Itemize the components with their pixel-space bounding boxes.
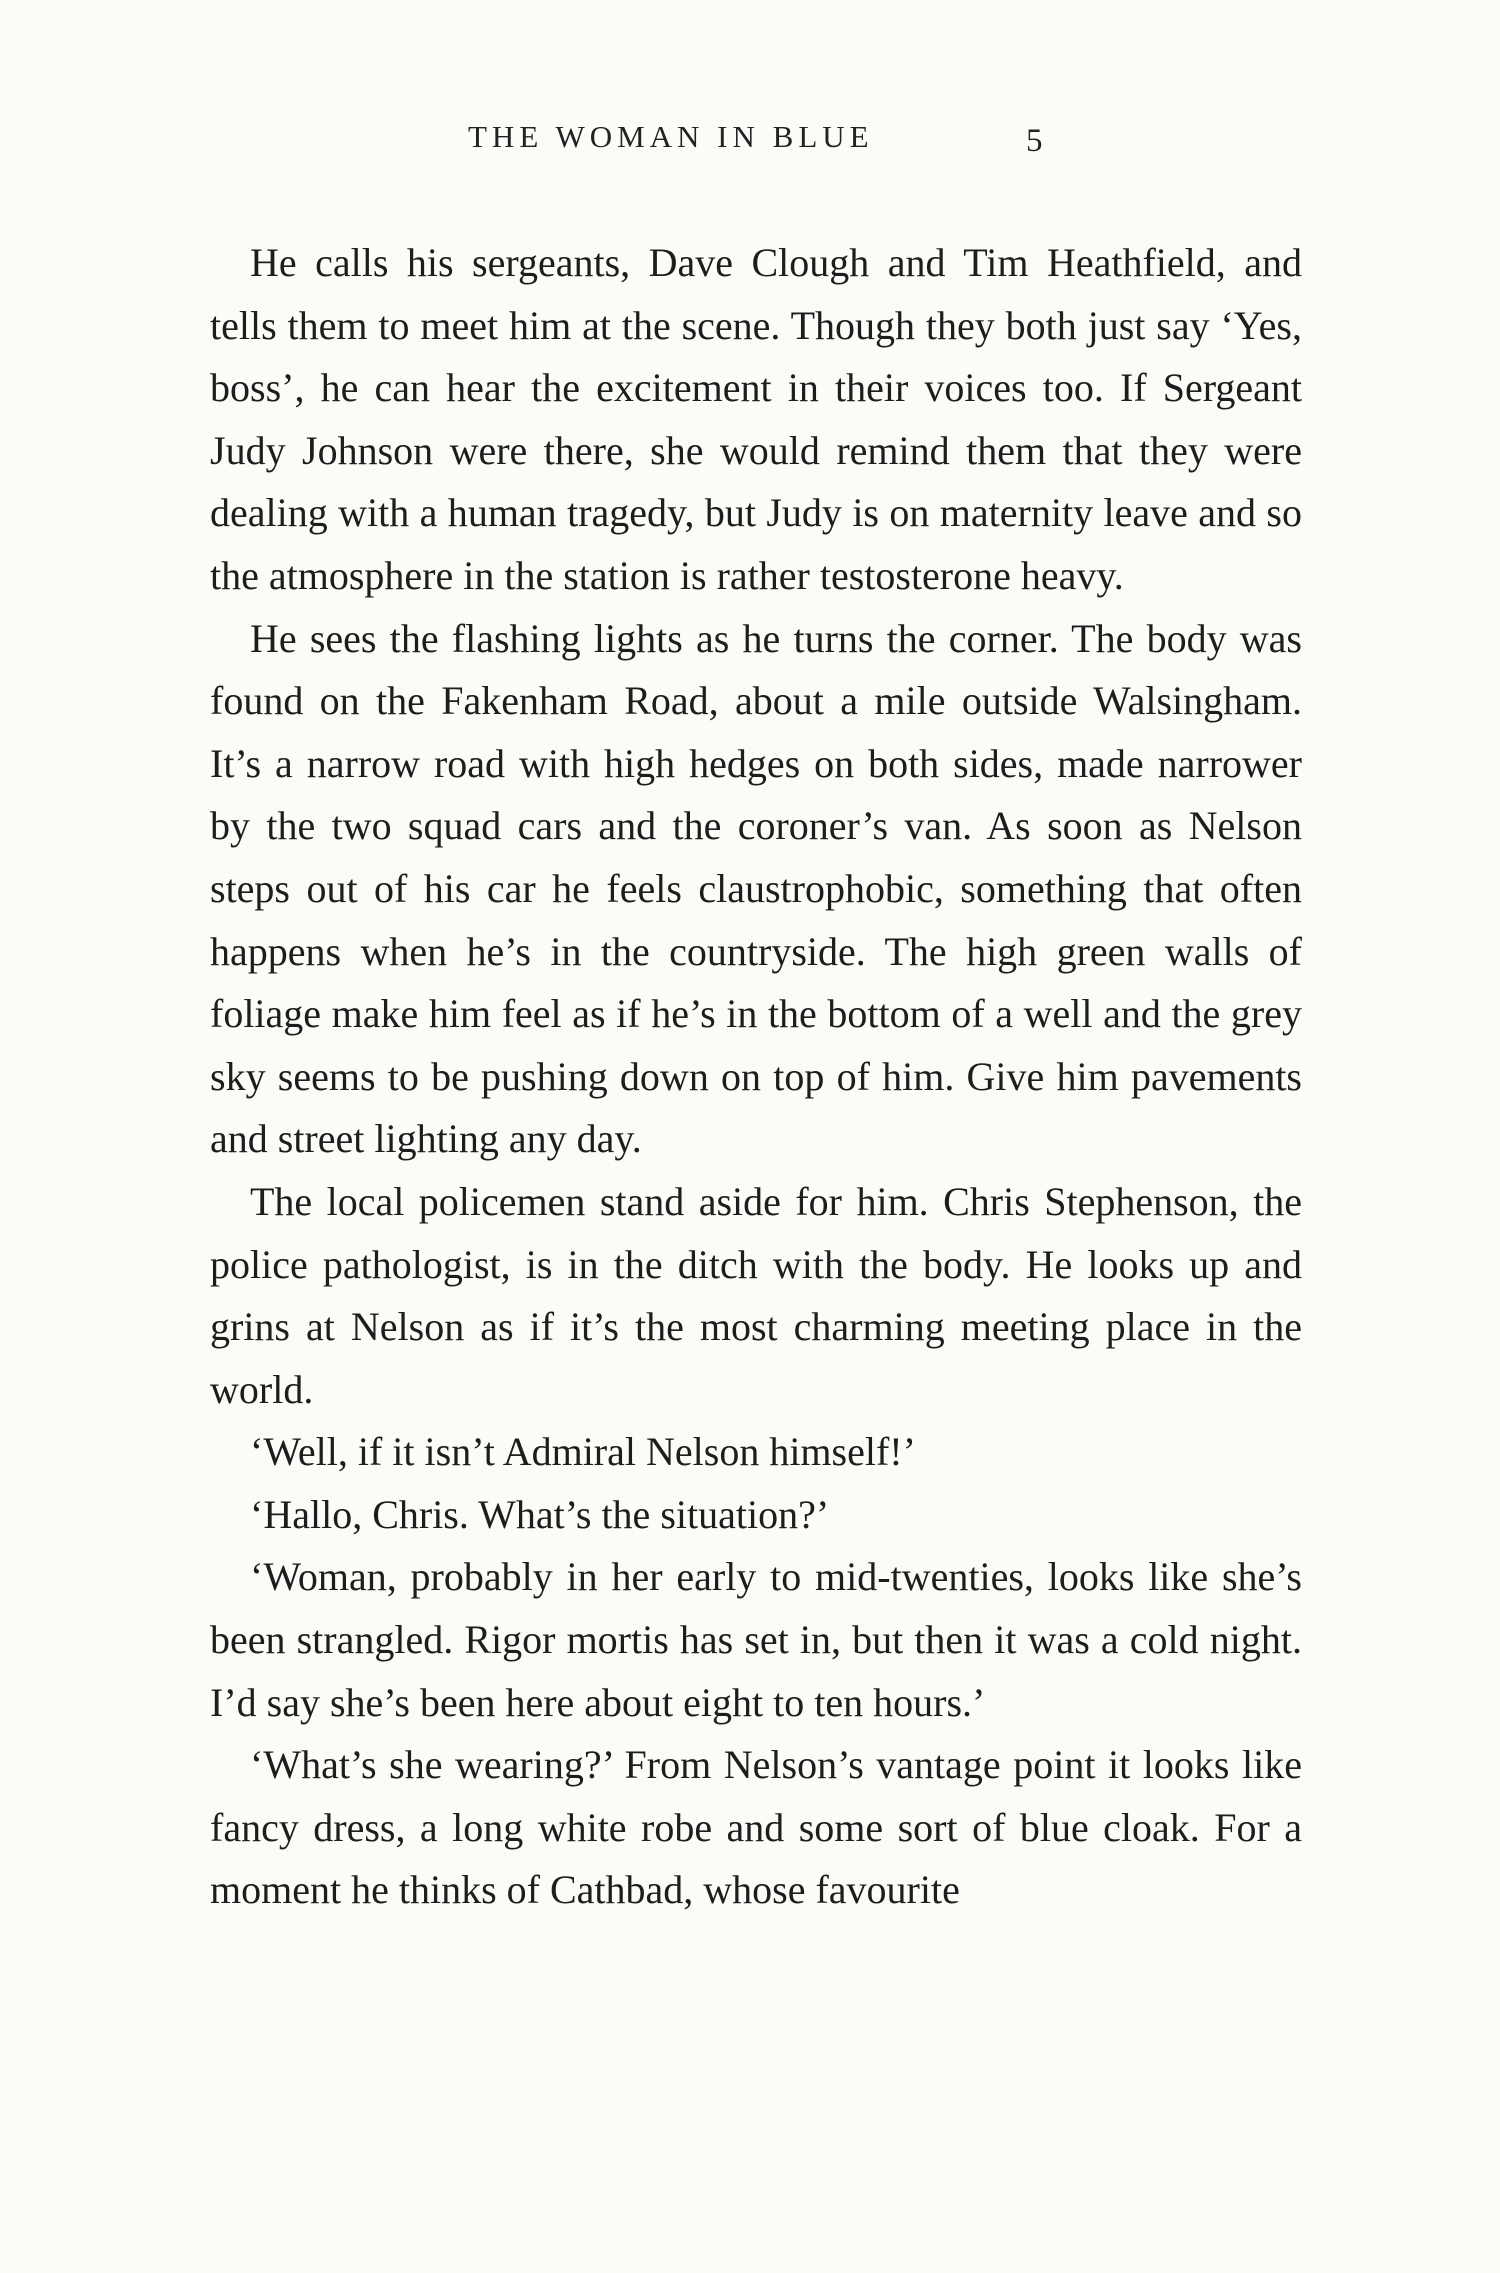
paragraph-sergeants: He calls his sergeants, Dave Clough and Tim Heathfield, and tells them to meet him at the scene. Though they both just say ‘Yes, boss’, he can hear the excitement in their voices too. If Sergeant Judy Johnson were there, she would remind them that they were dealing with a human tragedy, but Judy is on maternity leave and so the atmosphere in the station is rather testosterone heavy.	[210, 240, 1302, 598]
paragraph-hallo-chris: ‘Hallo, Chris. What’s the situation?’	[250, 1491, 830, 1537]
paragraph-woman-strangled: ‘Woman, probably in her early to mid-twenties, looks like she’s been strangled. Rigor mortis has set in, but then it was a cold night. I’d say she’s been here about eight to ten hours.’	[210, 1554, 1302, 1725]
running-head	[0, 112, 1500, 162]
paragraph-what-wearing: ‘What’s she wearing?’ From Nelson’s vantage point it looks like fancy dress, a long white robe and some sort of blue cloak. For a moment he thinks of Cathbad, whose favourite	[210, 1742, 1302, 1913]
running-title: THE WOMAN IN BLUE	[468, 119, 874, 154]
paragraph-admiral-nelson: ‘Well, if it isn’t Admiral Nelson himself!’	[250, 1429, 916, 1475]
body-text	[210, 232, 1302, 1922]
page-number: 5	[1026, 123, 1043, 159]
paragraph-policemen: The local policemen stand aside for him. Chris Stephenson, the police pathologist, is in the ditch with the body. He looks up and grins at Nelson as if it’s the most charming meeting place in the world.	[210, 1178, 1302, 1412]
paragraph-flashing-lights: He sees the flashing lights as he turns the corner. The body was found on the Fakenham Road, about a mile outside Walsingham. It’s a narrow road with high hedges on both sides, made narrower by the two squad cars and the coroner’s van. As soon as Nelson steps out of his car he feels claustrophobic, something that often happens when he’s in the countryside. The high green walls of foliage make him feel as if he’s in the bottom of a well and the grey sky seems to be pushing down on top of him. Give him pavements and street lighting any day.	[210, 615, 1302, 1162]
